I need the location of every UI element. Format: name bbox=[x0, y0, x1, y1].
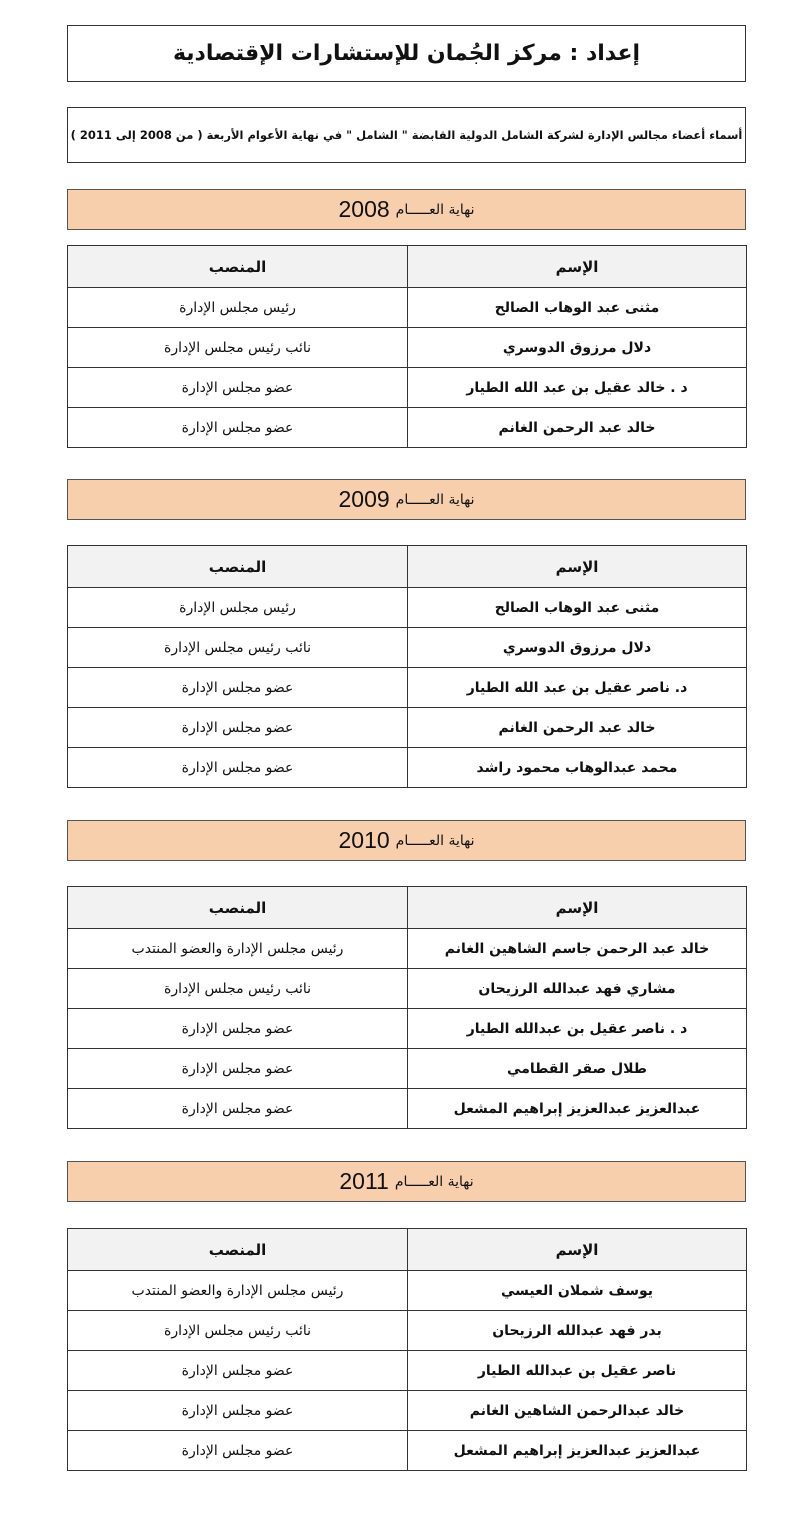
member-position: رئيس مجلس الإدارة والعضو المنتدب bbox=[68, 929, 408, 969]
year-label: نهاية العـــــام bbox=[395, 491, 475, 508]
table-row bbox=[68, 288, 747, 328]
year-label: نهاية العـــــام bbox=[394, 1173, 474, 1190]
column-header-position: المنصب bbox=[68, 887, 408, 929]
year-header-2009 bbox=[67, 479, 746, 520]
member-name: عبدالعزيز عبدالعزيز إبراهيم المشعل bbox=[408, 1431, 747, 1471]
board-table-2008 bbox=[67, 245, 747, 448]
table-row bbox=[68, 1271, 747, 1311]
member-position: نائب رئيس مجلس الإدارة bbox=[68, 969, 408, 1009]
member-name: د. ناصر عقيل بن عبد الله الطيار bbox=[408, 668, 747, 708]
member-name: ناصر عقيل بن عبدالله الطيار bbox=[408, 1351, 747, 1391]
column-header-position: المنصب bbox=[68, 1229, 408, 1271]
member-name: يوسف شملان العيسي bbox=[408, 1271, 747, 1311]
table-row bbox=[68, 708, 747, 748]
column-header-name: الإسم bbox=[408, 546, 747, 588]
table-row bbox=[68, 1049, 747, 1089]
table-header-row bbox=[68, 887, 747, 929]
member-position: عضو مجلس الإدارة bbox=[68, 408, 408, 448]
member-position: عضو مجلس الإدارة bbox=[68, 1391, 408, 1431]
member-name: مثنى عبد الوهاب الصالح bbox=[408, 288, 747, 328]
member-name: د . ناصر عقيل بن عبدالله الطيار bbox=[408, 1009, 747, 1049]
table-row bbox=[68, 1431, 747, 1471]
year-label: نهاية العـــــام bbox=[395, 832, 475, 849]
table-header-row bbox=[68, 246, 747, 288]
table-row bbox=[68, 1351, 747, 1391]
table-row bbox=[68, 1311, 747, 1351]
table-row bbox=[68, 969, 747, 1009]
member-name: دلال مرزوق الدوسري bbox=[408, 328, 747, 368]
member-position: نائب رئيس مجلس الإدارة bbox=[68, 1311, 408, 1351]
table-row bbox=[68, 929, 747, 969]
member-position: عضو مجلس الإدارة bbox=[68, 1351, 408, 1391]
table-header-row bbox=[68, 1229, 747, 1271]
year-header-2008 bbox=[67, 189, 746, 230]
member-position: نائب رئيس مجلس الإدارة bbox=[68, 328, 408, 368]
column-header-position: المنصب bbox=[68, 246, 408, 288]
table-header-row bbox=[68, 546, 747, 588]
member-position: عضو مجلس الإدارة bbox=[68, 1009, 408, 1049]
member-name: خالد عبدالرحمن الشاهين الغانم bbox=[408, 1391, 747, 1431]
table-row bbox=[68, 628, 747, 668]
member-position: رئيس مجلس الإدارة bbox=[68, 588, 408, 628]
member-name: خالد عبد الرحمن الغانم bbox=[408, 708, 747, 748]
table-row bbox=[68, 328, 747, 368]
year-number: 2010 bbox=[338, 827, 390, 853]
member-name: بدر فهد عبدالله الرزيحان bbox=[408, 1311, 747, 1351]
member-position: عضو مجلس الإدارة bbox=[68, 1049, 408, 1089]
board-table-2010 bbox=[67, 886, 747, 1129]
member-name: محمد عبدالوهاب محمود راشد bbox=[408, 748, 747, 788]
table-row bbox=[68, 1391, 747, 1431]
column-header-position: المنصب bbox=[68, 546, 408, 588]
table-row bbox=[68, 368, 747, 408]
member-name: طلال صقر القطامي bbox=[408, 1049, 747, 1089]
member-position: عضو مجلس الإدارة bbox=[68, 748, 408, 788]
table-row bbox=[68, 588, 747, 628]
year-number: 2008 bbox=[338, 196, 390, 222]
year-label: نهاية العـــــام bbox=[395, 201, 475, 218]
table-row bbox=[68, 1009, 747, 1049]
table-row bbox=[68, 668, 747, 708]
board-table-2009 bbox=[67, 545, 747, 788]
year-header-2010 bbox=[67, 820, 746, 861]
member-name: عبدالعزيز عبدالعزيز إبراهيم المشعل bbox=[408, 1089, 747, 1129]
member-position: عضو مجلس الإدارة bbox=[68, 708, 408, 748]
member-name: مثنى عبد الوهاب الصالح bbox=[408, 588, 747, 628]
member-position: عضو مجلس الإدارة bbox=[68, 668, 408, 708]
column-header-name: الإسم bbox=[408, 1229, 747, 1271]
member-position: عضو مجلس الإدارة bbox=[68, 368, 408, 408]
year-header-2011 bbox=[67, 1161, 746, 1202]
member-position: نائب رئيس مجلس الإدارة bbox=[68, 628, 408, 668]
table-row bbox=[68, 748, 747, 788]
member-position: رئيس مجلس الإدارة والعضو المنتدب bbox=[68, 1271, 408, 1311]
year-number: 2009 bbox=[338, 486, 390, 512]
page-title: إعداد : مركز الجُمان للإستشارات الإقتصادية bbox=[67, 25, 746, 82]
table-row bbox=[68, 408, 747, 448]
member-name: د . خالد عقيل بن عبد الله الطيار bbox=[408, 368, 747, 408]
column-header-name: الإسم bbox=[408, 887, 747, 929]
board-table-2011 bbox=[67, 1228, 747, 1471]
table-row bbox=[68, 1089, 747, 1129]
member-name: خالد عبد الرحمن جاسم الشاهين الغانم bbox=[408, 929, 747, 969]
member-position: عضو مجلس الإدارة bbox=[68, 1431, 408, 1471]
year-number: 2011 bbox=[339, 1168, 389, 1194]
column-header-name: الإسم bbox=[408, 246, 747, 288]
member-name: خالد عبد الرحمن الغانم bbox=[408, 408, 747, 448]
member-position: عضو مجلس الإدارة bbox=[68, 1089, 408, 1129]
member-position: رئيس مجلس الإدارة bbox=[68, 288, 408, 328]
page-subtitle: أسماء أعضاء مجالس الإدارة لشركة الشامل الدولية القابضة " الشامل " في نهاية الأعوام الأربعة ( من 2008 إلى 2011 ) bbox=[67, 107, 746, 163]
member-name: دلال مرزوق الدوسري bbox=[408, 628, 747, 668]
member-name: مشاري فهد عبدالله الرزيحان bbox=[408, 969, 747, 1009]
